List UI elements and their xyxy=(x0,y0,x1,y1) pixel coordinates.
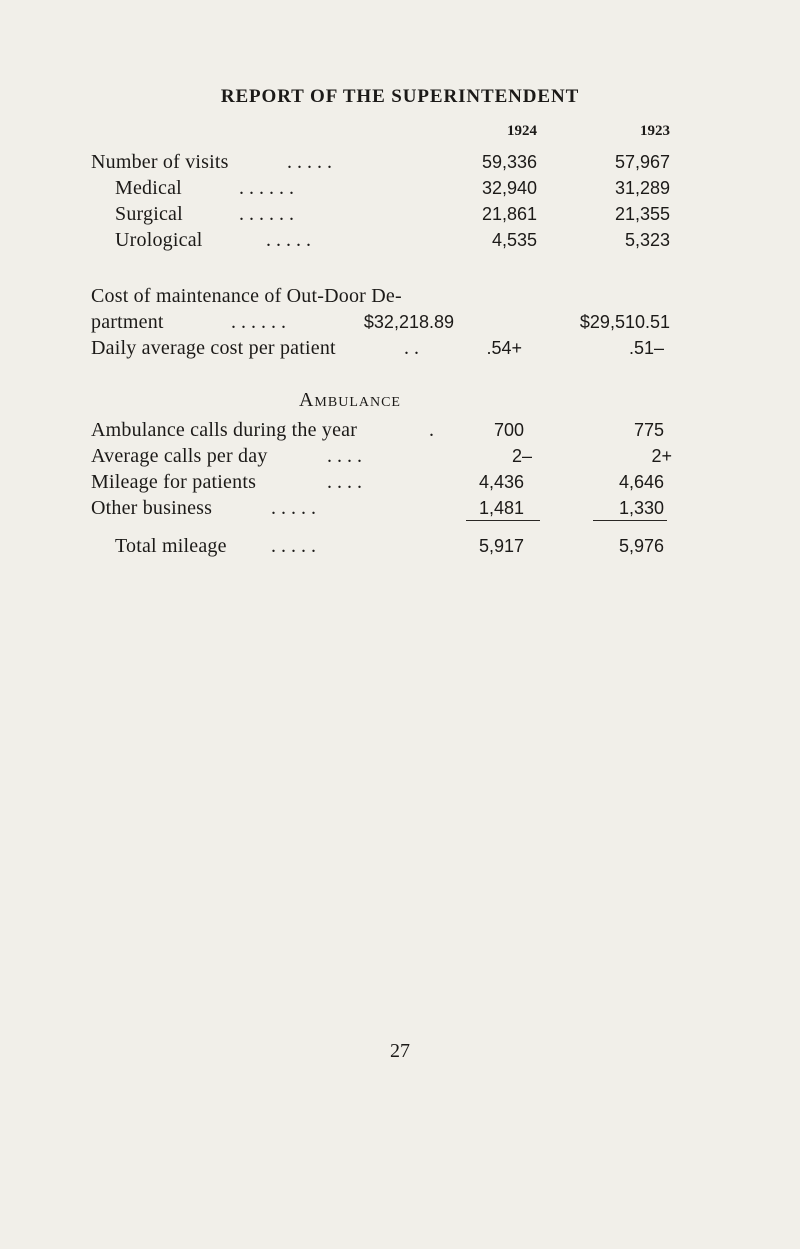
section-title-ambulance xyxy=(0,389,700,412)
column-header-row xyxy=(0,118,800,144)
table-row-medical xyxy=(0,175,800,201)
table-row-cost-line1 xyxy=(0,283,800,309)
value-1923: 57,967 xyxy=(614,152,670,172)
row-label: Urological xyxy=(115,229,203,251)
row-label: Total mileage xyxy=(115,535,227,557)
value-1924: 700 xyxy=(493,420,524,440)
leader-dots: . . . . . . xyxy=(239,177,294,199)
value-1924: 2– xyxy=(511,446,532,466)
value-1923: 2+ xyxy=(651,446,672,466)
value-1923: 5,976 xyxy=(618,536,664,556)
value-1923: $29,510.51 xyxy=(579,312,670,332)
row-label: partment xyxy=(91,311,164,333)
value-1924: 1,481 xyxy=(478,498,524,518)
total-rule-1923 xyxy=(593,520,667,521)
row-label: Number of visits xyxy=(91,151,229,173)
value-1923: 21,355 xyxy=(614,204,670,224)
table-row-total-mileage xyxy=(0,533,800,559)
value-1923: 31,289 xyxy=(614,178,670,198)
leader-dots: . . . . . . xyxy=(239,203,294,225)
leader-dots: . . . . . xyxy=(287,151,332,173)
leader-dots: . . . . xyxy=(327,471,362,493)
row-label: Average calls per day xyxy=(91,445,268,467)
page-header: REPORT OF THE SUPERINTENDENT xyxy=(220,86,580,107)
table-row-cost-maintenance xyxy=(0,309,800,335)
value-1924: 4,436 xyxy=(478,472,524,492)
value-1923: 4,646 xyxy=(618,472,664,492)
row-label: Medical xyxy=(115,177,182,199)
leader-dots: . xyxy=(429,419,434,441)
row-label: Surgical xyxy=(115,203,183,225)
row-label: Daily average cost per patient xyxy=(91,337,336,359)
table-row-urological xyxy=(0,227,800,253)
table-row-other-business xyxy=(0,495,800,521)
value-1924: 32,940 xyxy=(481,178,537,198)
row-label: Mileage for patients xyxy=(91,471,257,493)
column-header-1924: 1924 xyxy=(507,123,537,139)
leader-dots: . . . . . xyxy=(266,229,311,251)
value-1924: 4,535 xyxy=(491,230,537,250)
value-1924: $32,218.89 xyxy=(363,312,454,332)
total-rule-1924 xyxy=(466,520,540,521)
value-1923: 775 xyxy=(633,420,664,440)
row-label: Ambulance calls during the year xyxy=(91,419,358,441)
row-label: Other business xyxy=(91,497,213,519)
table-row-ambulance-calls xyxy=(0,417,800,443)
page-number: 27 xyxy=(390,1040,410,1062)
table-row-average-calls xyxy=(0,443,800,469)
value-1924: 21,861 xyxy=(481,204,537,224)
leader-dots: . . . . . xyxy=(271,497,316,519)
leader-dots: . . . . . xyxy=(271,535,316,557)
row-label: Cost of maintenance of Out-Door De- xyxy=(91,285,402,307)
leader-dots: . . . . . . xyxy=(231,311,286,333)
value-1924: 59,336 xyxy=(481,152,537,172)
column-header-1923: 1923 xyxy=(640,123,670,139)
value-1923: .51– xyxy=(628,338,664,358)
value-1923: 1,330 xyxy=(618,498,664,518)
table-row-mileage-for-patients xyxy=(0,469,800,495)
leader-dots: . . xyxy=(404,337,419,359)
table-row-surgical xyxy=(0,201,800,227)
leader-dots: . . . . xyxy=(327,445,362,467)
value-1923: 5,323 xyxy=(624,230,670,250)
value-1924: .54+ xyxy=(486,338,522,358)
section-title-text: Ambulance xyxy=(298,389,401,411)
table-row-daily-average-cost xyxy=(0,335,800,361)
table-row-number-of-visits xyxy=(0,149,800,175)
value-1924: 5,917 xyxy=(478,536,524,556)
